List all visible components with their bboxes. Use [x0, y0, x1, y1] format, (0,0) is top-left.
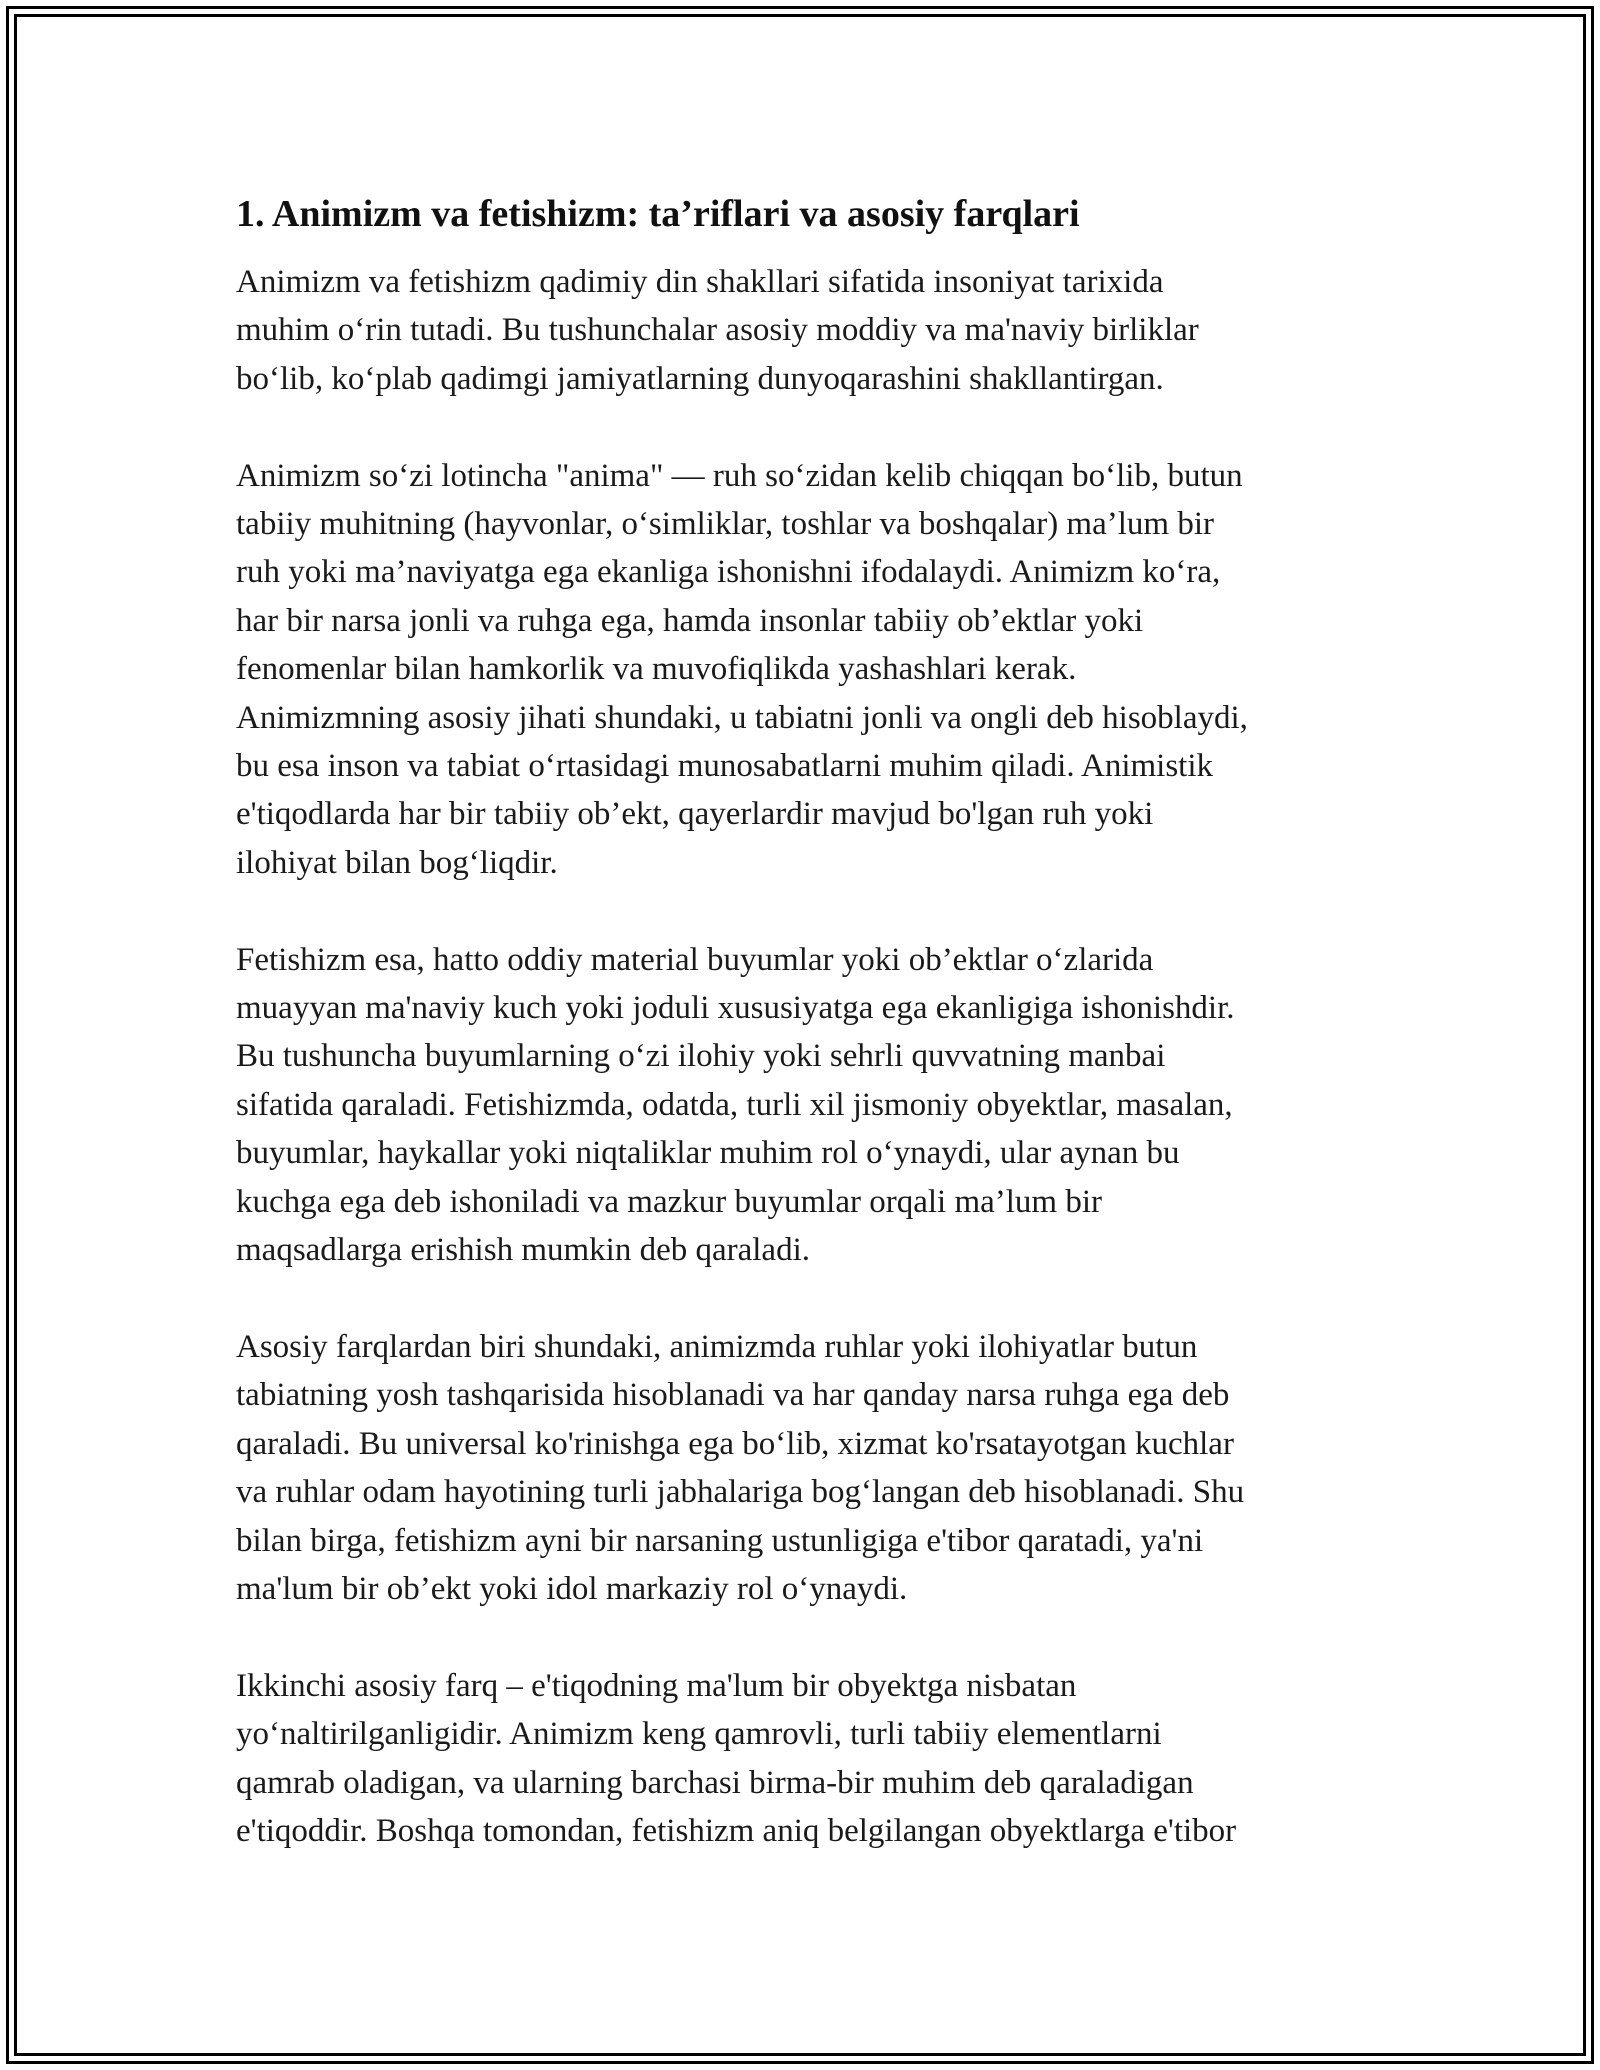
- paragraph: [236, 258, 1366, 403]
- paragraph-line: va ruhlar odam hayotining turli jabhalariga bog‘langan deb hisoblanadi. Shu: [236, 1474, 1245, 1511]
- paragraph-line: tabiiy muhitning (hayvonlar, o‘simliklar, toshlar va boshqalar) ma’lum bir: [236, 506, 1214, 543]
- paragraph-line: Animizm va fetishizm qadimiy din shakllari sifatida insoniyat tarixida: [236, 264, 1164, 300]
- paragraph-line: Fetishizm esa, hatto oddiy material buyumlar yoki ob’ektlar o‘zlarida: [236, 941, 1154, 978]
- paragraph-line: Animizmning asosiy jihati shundaki, u tabiatni jonli va ongli deb hisoblaydi,: [236, 699, 1248, 736]
- paragraph-line: buyumlar, haykallar yoki niqtaliklar muhim rol o‘ynaydi, ular aynan bu: [236, 1135, 1180, 1172]
- paragraph-line: kuchga ega deb ishoniladi va mazkur buyumlar orqali ma’lum bir: [236, 1183, 1102, 1220]
- paragraph-line: muayyan ma'naviy kuch yoki joduli xususiyatga ega ekanligiga ishonishdir.: [236, 990, 1235, 1027]
- section-heading: 1. Animizm va fetishizm: ta’riflari va asosiy farqlari: [236, 193, 1080, 235]
- paragraph-line: bo‘lib, ko‘plab qadimgi jamiyatlarning dunyoqarashini shakllantirgan.: [236, 360, 1164, 397]
- paragraph-line: Ikkinchi asosiy farq – e'tiqodning ma'lum bir obyektga nisbatan: [236, 1667, 1077, 1704]
- paragraph-list: [236, 258, 1366, 1855]
- paragraph-line: ruh yoki ma’naviyatga ega ekanliga ishonishni ifodalaydi. Animizm ko‘ra,: [236, 554, 1221, 591]
- paragraph-line: Asosiy farqlardan biri shundaki, animizmda ruhlar yoki ilohiyatlar butun: [236, 1328, 1198, 1365]
- paragraph: [236, 936, 1366, 1275]
- paragraph-line: e'tiqodlarda har bir tabiiy ob’ekt, qayerlardir mavjud bo'lgan ruh yoki: [236, 796, 1154, 833]
- paragraph-line: maqsadlarga erishish mumkin deb qaraladi.: [236, 1232, 810, 1269]
- paragraph-line: bu esa inson va tabiat o‘rtasidagi munosabatlarni muhim qiladi. Animistik: [236, 748, 1214, 785]
- paragraph-line: Bu tushuncha buyumlarning o‘zi ilohiy yoki sehrli quvvatning manbai: [236, 1038, 1166, 1075]
- paragraph-line: e'tiqoddir. Boshqa tomondan, fetishizm aniq belgilangan obyektlarga e'tibor: [236, 1812, 1237, 1849]
- paragraph-line: bilan birga, fetishizm ayni bir narsaning ustunligiga e'tibor qaratadi, ya'ni: [236, 1522, 1204, 1559]
- paragraph: [236, 1323, 1366, 1613]
- paragraph-line: muhim o‘rin tutadi. Bu tushunchalar asosiy moddiy va ma'naviy birliklar: [236, 312, 1199, 349]
- paragraph-line: qaraladi. Bu universal ko'rinishga ega bo‘lib, xizmat ko'rsatayotgan kuchlar: [236, 1425, 1234, 1462]
- paragraph-line: fenomenlar bilan hamkorlik va muvofiqlikda yashashlari kerak.: [236, 651, 1077, 688]
- document-body: [236, 188, 1366, 1904]
- paragraph-line: ma'lum bir ob’ekt yoki idol markaziy rol o‘ynaydi.: [236, 1570, 908, 1607]
- paragraph-line: sifatida qaraladi. Fetishizmda, odatda, turli xil jismoniy obyektlar, masalan,: [236, 1086, 1233, 1123]
- paragraph-line: qamrab oladigan, va ularning barchasi birma-bir muhim deb qaraladigan: [236, 1764, 1194, 1801]
- paragraph: [236, 452, 1366, 888]
- paragraph-line: har bir narsa jonli va ruhga ega, hamda insonlar tabiiy ob’ektlar yoki: [236, 602, 1144, 639]
- paragraph-line: ilohiyat bilan bog‘liqdir.: [236, 844, 558, 881]
- paragraph-line: tabiatning yosh tashqarisida hisoblanadi va har qanday narsa ruhga ega deb: [236, 1377, 1230, 1414]
- paragraph: [236, 1662, 1366, 1856]
- paragraph-line: yo‘naltirilganligidir. Animizm keng qamrovli, turli tabiiy elementlarni: [236, 1716, 1162, 1753]
- paragraph-line: Animizm so‘zi lotincha "anima" — ruh so‘zidan kelib chiqqan bo‘lib, butun: [236, 457, 1243, 494]
